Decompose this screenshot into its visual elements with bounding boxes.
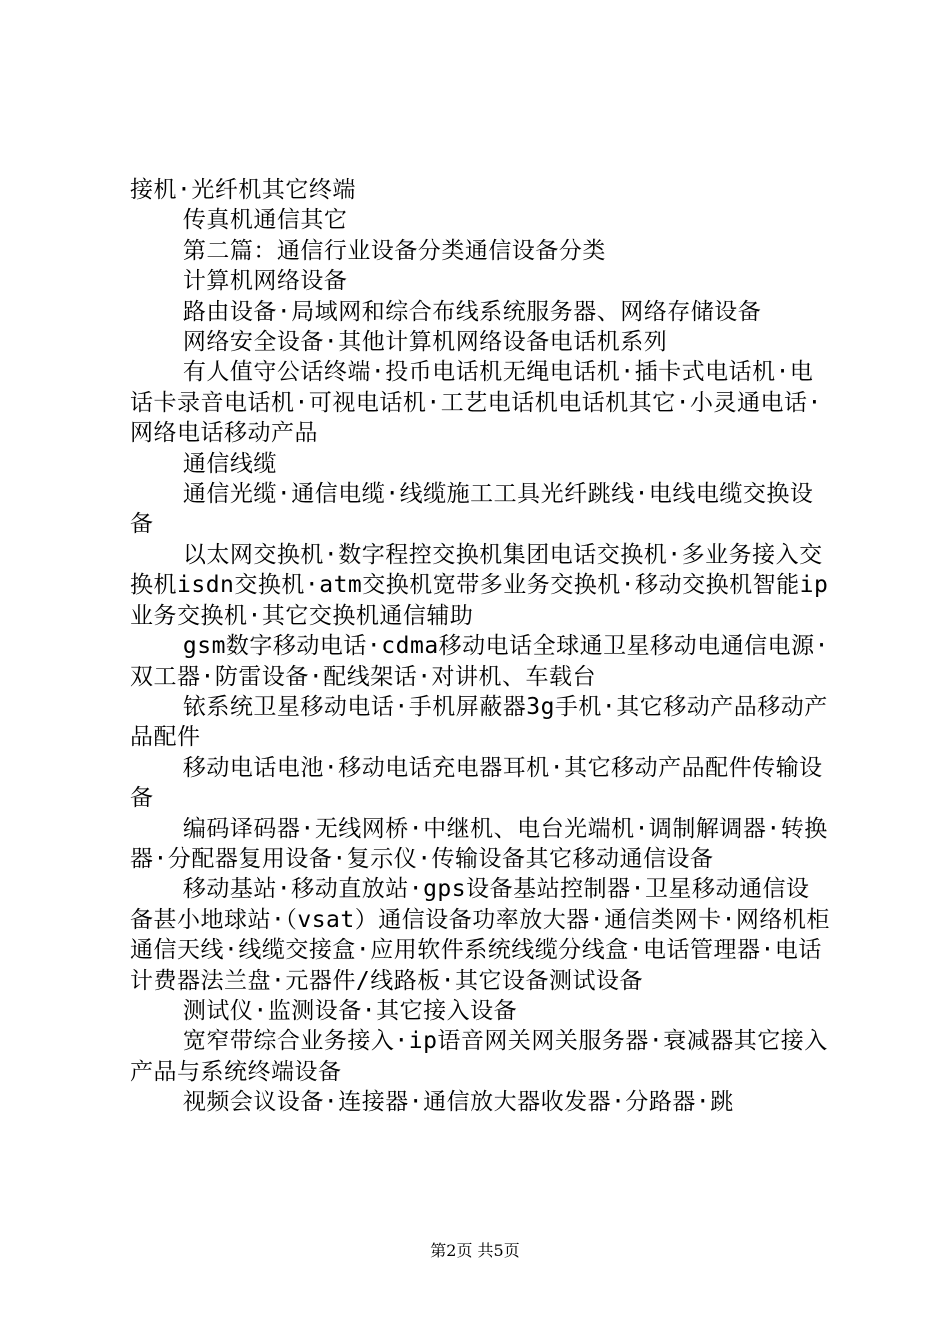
- paragraph: 宽窄带综合业务接入·ip语音网关网关服务器·衰减器其它接入产品与系统终端设备: [130, 1028, 828, 1085]
- paragraph: 计算机网络设备: [182, 268, 348, 295]
- paragraph: 网络安全设备·其他计算机网络设备电话机系列: [182, 329, 668, 356]
- paragraph: 移动基站·移动直放站·gps设备基站控制器·卫星移动通信设备甚小地球站·（vsat）通信设备功率放大器·通信类网卡·网络机柜通信天线·线缆交接盒·应用软件系统线缆分线盒·电话管理器·电话计费器法兰盘·元器件/线路板·其它设备测试设备: [130, 876, 830, 994]
- document-body: [130, 175, 832, 1118]
- paragraph: 传真机通信其它: [182, 207, 348, 234]
- paragraph: 通信线缆: [182, 450, 277, 477]
- paragraph: 路由设备·局域网和综合布线系统服务器、网络存储设备: [182, 298, 762, 325]
- page-number-footer: 第2页 共5页: [430, 1241, 520, 1260]
- paragraph: 视频会议设备·连接器·通信放大器收发器·分路器·跳: [182, 1089, 734, 1116]
- paragraph: 移动电话电池·移动电话充电器耳机·其它移动产品配件传输设备: [130, 754, 823, 812]
- paragraph: 接机·光纤机其它终端: [130, 177, 356, 203]
- paragraph: 编码译码器·无线网桥·中继机、电台光端机·调制解调器·转换器·分配器复用设备·复示仪·传输设备其它移动通信设备: [130, 815, 828, 872]
- paragraph: 通信光缆·通信电缆·线缆施工工具光纤跳线·电线电缆交换设备: [130, 481, 814, 538]
- section-heading: 第二篇：通信行业设备分类通信设备分类: [182, 237, 606, 264]
- paragraph: gsm数字移动电话·cdma移动电话全球通卫星移动电通信电源·双工器·防雷设备·配线架话·对讲机、车载台: [130, 633, 830, 690]
- paragraph: 铱系统卫星移动电话·手机屏蔽器3g手机·其它移动产品移动产品配件: [130, 693, 828, 751]
- paragraph: 测试仪·监测设备·其它接入设备: [182, 997, 518, 1024]
- paragraph: 有人值守公话终端·投币电话机无绳电话机·插卡式电话机·电话卡录音电话机·可视电话机·工艺电话机电话机其它·小灵通电话·网络电话移动产品: [130, 359, 822, 447]
- paragraph: 以太网交换机·数字程控交换机集团电话交换机·多业务接入交换机isdn交换机·atm交换机宽带多业务交换机·移动交换机智能ip业务交换机·其它交换机通信辅助: [130, 541, 829, 629]
